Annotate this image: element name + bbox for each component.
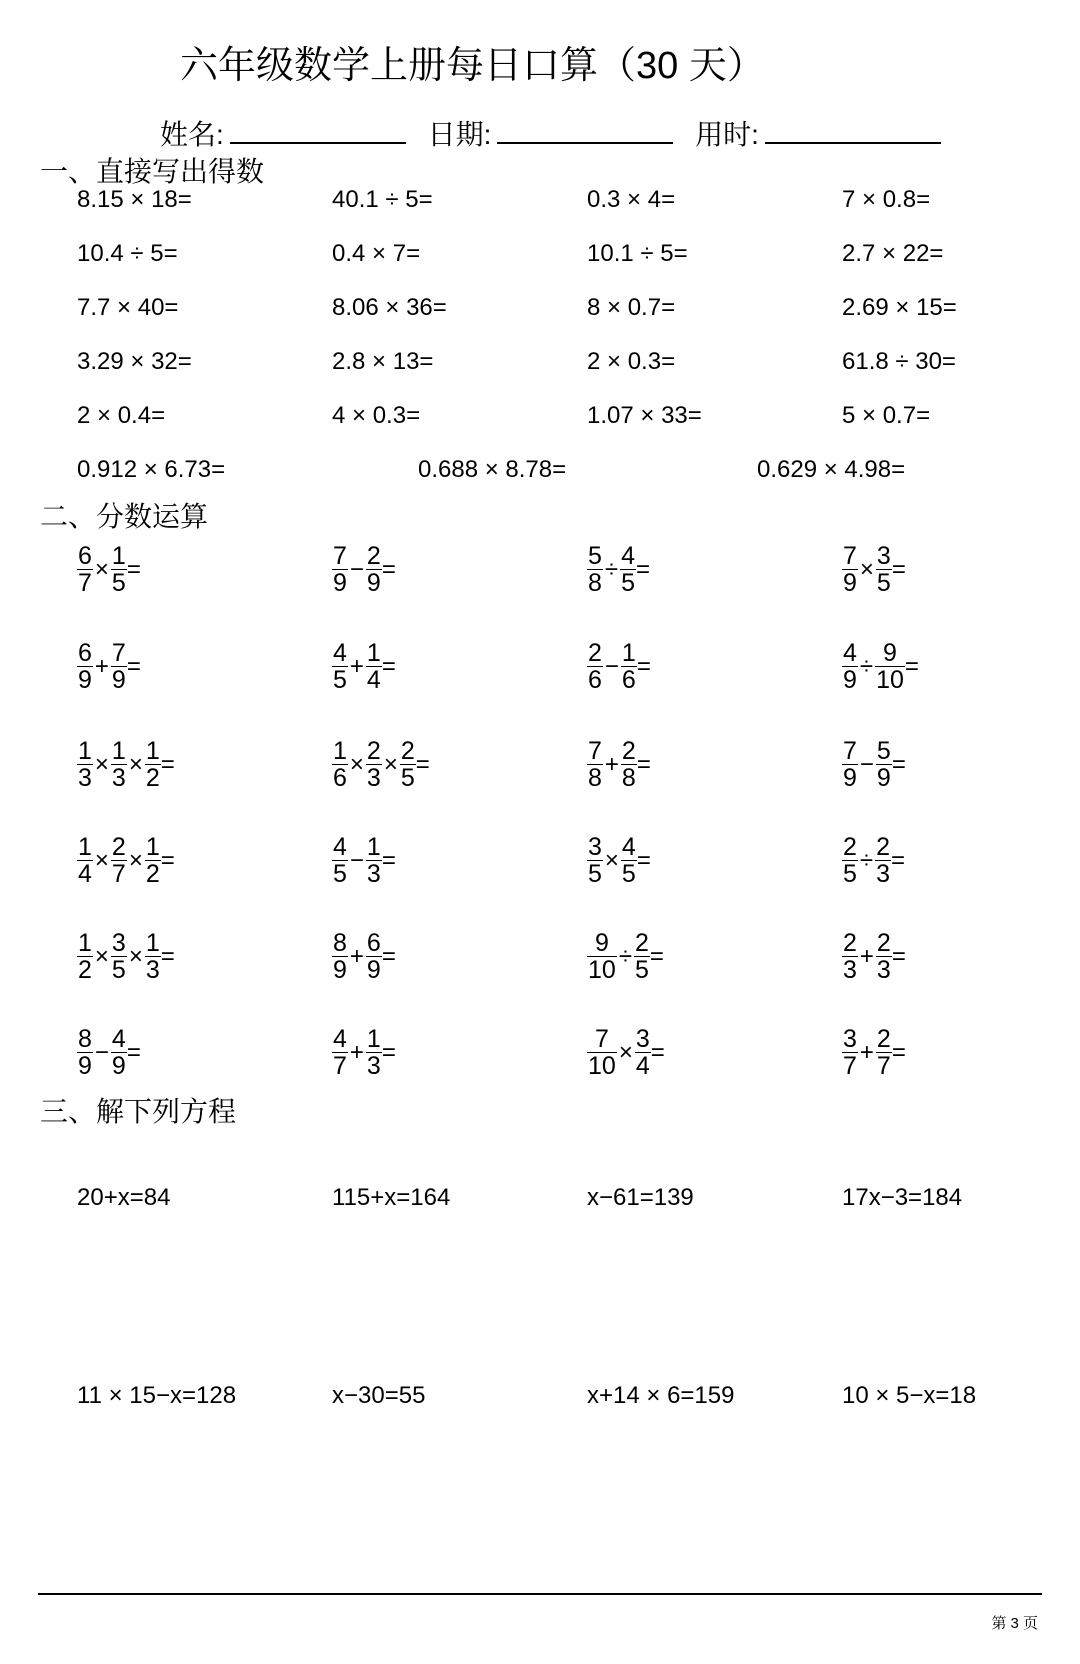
fraction-problem	[587, 834, 651, 898]
numerator: 5	[876, 737, 891, 765]
numerator: 1	[145, 737, 160, 765]
denominator: 6	[621, 666, 636, 694]
equals-sign: =	[126, 555, 141, 583]
direct-problem: 40.1 ÷ 5=	[332, 186, 433, 213]
section-heading-fractions: 二、分数运算	[40, 501, 209, 532]
direct-problem: 2.7 × 22=	[842, 240, 944, 267]
fraction-problem	[77, 930, 175, 994]
operator: ×	[94, 846, 109, 874]
page-number: 第 3 页	[991, 1615, 1038, 1632]
fraction-problem	[332, 834, 396, 898]
numerator: 9	[883, 639, 897, 667]
numerator: 1	[333, 737, 347, 765]
denominator: 9	[111, 666, 126, 694]
denominator: 3	[78, 764, 92, 792]
denominator: 7	[78, 569, 92, 597]
fraction	[635, 1026, 651, 1079]
fraction	[620, 543, 636, 596]
fraction	[842, 834, 858, 887]
page-title: 六年级数学上册每日口算（30 天）	[180, 45, 765, 87]
equals-sign: =	[650, 1038, 665, 1066]
fraction	[332, 640, 348, 693]
fraction	[111, 738, 127, 791]
operator: ×	[94, 942, 109, 970]
denominator: 9	[843, 764, 857, 792]
equals-sign: =	[649, 942, 664, 970]
numerator: 4	[621, 833, 636, 861]
numerator: 3	[588, 833, 602, 861]
denominator: 5	[876, 569, 891, 597]
numerator: 3	[843, 1025, 857, 1053]
operator: ÷	[618, 942, 632, 970]
fraction	[77, 738, 93, 791]
equals-sign: =	[890, 846, 905, 874]
denominator: 3	[145, 956, 160, 984]
fraction	[842, 738, 858, 791]
operator: ×	[128, 846, 143, 874]
equals-sign: =	[381, 846, 396, 874]
numerator: 7	[588, 737, 602, 765]
fraction	[111, 834, 127, 887]
direct-problem: 0.3 × 4=	[587, 186, 676, 213]
numerator: 2	[843, 929, 857, 957]
equals-sign: =	[160, 942, 175, 970]
fraction-problem	[587, 543, 650, 607]
denominator: 9	[366, 956, 381, 984]
numerator: 3	[635, 1025, 650, 1053]
fraction	[366, 1026, 382, 1079]
operator: ÷	[859, 652, 874, 680]
numerator: 2	[876, 929, 891, 957]
fraction-problem	[77, 834, 175, 898]
denominator: 5	[621, 860, 636, 888]
numerator: 3	[876, 542, 891, 570]
denominator: 5	[333, 860, 347, 888]
fraction-problem	[332, 640, 396, 704]
fraction	[77, 1026, 93, 1079]
numerator: 2	[366, 542, 381, 570]
equals-sign: =	[381, 555, 396, 583]
fraction-problem	[77, 640, 141, 704]
fraction-problem	[842, 1026, 906, 1090]
fraction-problem	[332, 543, 396, 607]
denominator: 3	[876, 860, 890, 888]
denominator: 7	[843, 1052, 857, 1080]
fraction	[77, 834, 93, 887]
fraction-problem	[842, 834, 905, 898]
numerator: 1	[78, 833, 92, 861]
date-field[interactable]	[428, 113, 674, 153]
equals-sign: =	[904, 652, 919, 680]
fraction	[842, 543, 858, 596]
operator: −	[604, 652, 619, 680]
denominator: 5	[400, 764, 415, 792]
numerator: 6	[78, 639, 92, 667]
fraction-problem	[332, 1026, 396, 1090]
denominator: 9	[333, 956, 347, 984]
fraction-problem	[587, 1026, 665, 1090]
equals-sign: =	[126, 1038, 141, 1066]
equals-sign: =	[891, 750, 906, 778]
numerator: 1	[111, 542, 126, 570]
operator: +	[349, 1038, 364, 1066]
fraction	[145, 930, 161, 983]
direct-problem: 0.629 × 4.98=	[757, 456, 906, 483]
fraction	[366, 930, 382, 983]
operator: +	[94, 652, 109, 680]
time-label: 用时:	[695, 119, 759, 150]
numerator: 4	[843, 639, 857, 667]
fraction	[366, 543, 382, 596]
equation-problem: 10 × 5−x=18	[842, 1382, 977, 1409]
numerator: 1	[145, 929, 160, 957]
operator: −	[349, 555, 364, 583]
denominator: 9	[876, 764, 891, 792]
equation-problem: x−30=55	[332, 1382, 426, 1409]
fraction	[77, 543, 93, 596]
fraction	[587, 738, 603, 791]
date-blank[interactable]	[497, 120, 673, 144]
operator: +	[604, 750, 619, 778]
fraction	[876, 1026, 892, 1079]
denominator: 3	[366, 860, 381, 888]
equals-sign: =	[381, 942, 396, 970]
denominator: 5	[621, 569, 635, 597]
denominator: 7	[111, 860, 126, 888]
numerator: 5	[588, 542, 602, 570]
fraction	[875, 640, 905, 693]
fraction	[77, 640, 93, 693]
denominator: 6	[333, 764, 347, 792]
direct-problem: 2 × 0.3=	[587, 348, 676, 375]
direct-problem: 10.1 ÷ 5=	[587, 240, 688, 267]
fraction	[332, 1026, 348, 1079]
numerator: 2	[588, 639, 602, 667]
direct-problem: 2.69 × 15=	[842, 294, 957, 321]
numerator: 1	[621, 639, 636, 667]
operator: +	[349, 652, 364, 680]
denominator: 6	[588, 666, 602, 694]
denominator: 8	[588, 764, 602, 792]
operator: ×	[618, 1038, 633, 1066]
denominator: 5	[843, 860, 857, 888]
fraction	[111, 640, 127, 693]
denominator: 3	[843, 956, 857, 984]
section-heading-direct: 一、直接写出得数	[40, 156, 265, 187]
equation-problem: 11 × 15−x=128	[77, 1382, 237, 1409]
denominator: 3	[111, 764, 126, 792]
direct-problem: 0.912 × 6.73=	[77, 456, 226, 483]
denominator: 4	[635, 1052, 650, 1080]
name-blank[interactable]	[230, 120, 406, 144]
equals-sign: =	[636, 652, 651, 680]
denominator: 3	[876, 956, 891, 984]
denominator: 3	[366, 764, 381, 792]
direct-problem: 0.4 × 7=	[332, 240, 421, 267]
denominator: 9	[111, 1052, 126, 1080]
numerator: 2	[400, 737, 415, 765]
fraction	[332, 834, 348, 887]
numerator: 6	[366, 929, 381, 957]
fraction	[587, 640, 603, 693]
numerator: 1	[78, 929, 92, 957]
numerator: 2	[843, 833, 857, 861]
denominator: 7	[333, 1052, 347, 1080]
numerator: 2	[621, 737, 636, 765]
denominator: 5	[588, 860, 602, 888]
student-info-line	[160, 113, 955, 153]
numerator: 9	[594, 929, 609, 957]
direct-problem: 7.7 × 40=	[77, 294, 179, 321]
fraction-problem	[77, 1026, 141, 1090]
numerator: 4	[621, 542, 635, 570]
operator: −	[859, 750, 874, 778]
denominator: 4	[366, 666, 381, 694]
fraction	[842, 640, 858, 693]
direct-problem: 2 × 0.4=	[77, 402, 166, 429]
fraction	[366, 640, 382, 693]
equals-sign: =	[381, 652, 396, 680]
operator: ×	[604, 846, 619, 874]
operator: +	[859, 1038, 874, 1066]
numerator: 2	[366, 737, 381, 765]
equals-sign: =	[381, 1038, 396, 1066]
fraction-problem	[842, 543, 906, 607]
fraction-problem	[332, 738, 430, 802]
time-field[interactable]	[695, 113, 941, 153]
direct-problem: 10.4 ÷ 5=	[77, 240, 178, 267]
fraction	[621, 834, 637, 887]
numerator: 2	[876, 833, 890, 861]
denominator: 5	[333, 666, 347, 694]
numerator: 7	[843, 542, 857, 570]
fraction	[400, 738, 416, 791]
operator: ×	[94, 750, 109, 778]
fraction-problem	[842, 738, 906, 802]
fraction	[111, 930, 127, 983]
fraction	[621, 640, 637, 693]
numerator: 1	[366, 833, 381, 861]
fraction	[77, 930, 93, 983]
equals-sign: =	[891, 942, 906, 970]
numerator: 4	[333, 1025, 347, 1053]
fraction-problem	[77, 543, 141, 607]
operator: ×	[349, 750, 364, 778]
denominator: 5	[111, 956, 126, 984]
operator: −	[349, 846, 364, 874]
denominator: 2	[145, 860, 160, 888]
numerator: 4	[333, 639, 347, 667]
direct-problem: 5 × 0.7=	[842, 402, 931, 429]
equals-sign: =	[635, 555, 650, 583]
operator: ×	[859, 555, 874, 583]
denominator: 9	[843, 569, 857, 597]
section-heading-equations: 三、解下列方程	[40, 1096, 237, 1127]
numerator: 1	[366, 1025, 381, 1053]
name-label: 姓名:	[160, 119, 224, 150]
denominator: 2	[145, 764, 160, 792]
numerator: 1	[111, 737, 126, 765]
equals-sign: =	[126, 652, 141, 680]
fraction-problem	[587, 640, 651, 704]
operator: ×	[128, 942, 143, 970]
numerator: 6	[78, 542, 92, 570]
numerator: 1	[145, 833, 160, 861]
denominator: 9	[78, 666, 92, 694]
equals-sign: =	[160, 750, 175, 778]
denominator: 7	[876, 1052, 891, 1080]
date-label: 日期:	[427, 119, 492, 150]
equation-problem: x+14 × 6=159	[587, 1382, 735, 1409]
fraction-problem	[587, 738, 651, 802]
fraction	[634, 930, 650, 983]
direct-problem: 0.688 × 8.78=	[418, 456, 567, 483]
operator: +	[859, 942, 874, 970]
fraction	[332, 738, 348, 791]
direct-problem: 7 × 0.8=	[842, 186, 931, 213]
fraction	[587, 543, 603, 596]
direct-problem: 61.8 ÷ 30=	[842, 348, 956, 375]
numerator: 2	[876, 1025, 891, 1053]
fraction	[842, 1026, 858, 1079]
denominator: 8	[621, 764, 636, 792]
numerator: 2	[111, 833, 126, 861]
fraction	[587, 1026, 617, 1079]
numerator: 1	[78, 737, 92, 765]
numerator: 7	[843, 737, 857, 765]
equals-sign: =	[891, 1038, 906, 1066]
denominator: 9	[78, 1052, 92, 1080]
fraction	[842, 930, 858, 983]
denominator: 3	[366, 1052, 381, 1080]
fraction	[876, 738, 892, 791]
numerator: 3	[111, 929, 126, 957]
direct-problem: 4 × 0.3=	[332, 402, 421, 429]
fraction	[621, 738, 637, 791]
denominator: 9	[366, 569, 381, 597]
denominator: 9	[843, 666, 857, 694]
direct-problem: 2.8 × 13=	[332, 348, 434, 375]
numerator: 1	[366, 639, 381, 667]
numerator: 7	[111, 639, 126, 667]
operator: +	[349, 942, 364, 970]
numerator: 7	[333, 542, 347, 570]
equation-problem: 20+x=84	[77, 1184, 171, 1211]
equals-sign: =	[415, 750, 430, 778]
operator: ×	[383, 750, 398, 778]
fraction	[587, 834, 603, 887]
numerator: 8	[333, 929, 347, 957]
fraction-problem	[842, 930, 906, 994]
fraction	[876, 930, 892, 983]
numerator: 8	[78, 1025, 92, 1053]
fraction-problem	[842, 640, 919, 704]
time-blank[interactable]	[765, 120, 941, 144]
direct-problem: 8 × 0.7=	[587, 294, 676, 321]
fraction	[366, 738, 382, 791]
fraction	[875, 834, 891, 887]
operator: −	[94, 1038, 109, 1066]
equals-sign: =	[636, 750, 651, 778]
numerator: 2	[634, 929, 649, 957]
equals-sign: =	[636, 846, 651, 874]
numerator: 4	[111, 1025, 126, 1053]
denominator: 2	[78, 956, 92, 984]
fraction	[111, 1026, 127, 1079]
operator: ×	[128, 750, 143, 778]
footer-divider	[38, 1593, 1042, 1595]
direct-problem: 8.15 × 18=	[77, 186, 192, 213]
denominator: 10	[588, 956, 616, 984]
equation-problem: 17x−3=184	[842, 1184, 963, 1211]
equals-sign: =	[160, 846, 175, 874]
name-field[interactable]	[160, 113, 406, 153]
fraction	[366, 834, 382, 887]
fraction	[332, 543, 348, 596]
fraction	[876, 543, 892, 596]
denominator: 5	[111, 569, 126, 597]
denominator: 9	[333, 569, 347, 597]
direct-problem: 3.29 × 32=	[77, 348, 192, 375]
fraction	[332, 930, 348, 983]
fraction-problem	[77, 738, 175, 802]
denominator: 10	[588, 1052, 616, 1080]
equals-sign: =	[891, 555, 906, 583]
fraction	[111, 543, 127, 596]
fraction	[145, 834, 161, 887]
fraction-problem	[332, 930, 396, 994]
direct-problem: 8.06 × 36=	[332, 294, 447, 321]
denominator: 8	[588, 569, 602, 597]
numerator: 4	[333, 833, 347, 861]
denominator: 5	[634, 956, 649, 984]
operator: ÷	[604, 555, 619, 583]
denominator: 10	[876, 666, 904, 694]
operator: ×	[94, 555, 109, 583]
fraction	[587, 930, 617, 983]
equation-problem: x−61=139	[587, 1184, 694, 1211]
fraction	[145, 738, 161, 791]
numerator: 7	[594, 1025, 609, 1053]
equation-problem: 115+x=164	[332, 1184, 451, 1211]
denominator: 4	[78, 860, 92, 888]
operator: ÷	[859, 846, 874, 874]
direct-problem: 1.07 × 33=	[587, 402, 702, 429]
fraction-problem	[587, 930, 664, 994]
